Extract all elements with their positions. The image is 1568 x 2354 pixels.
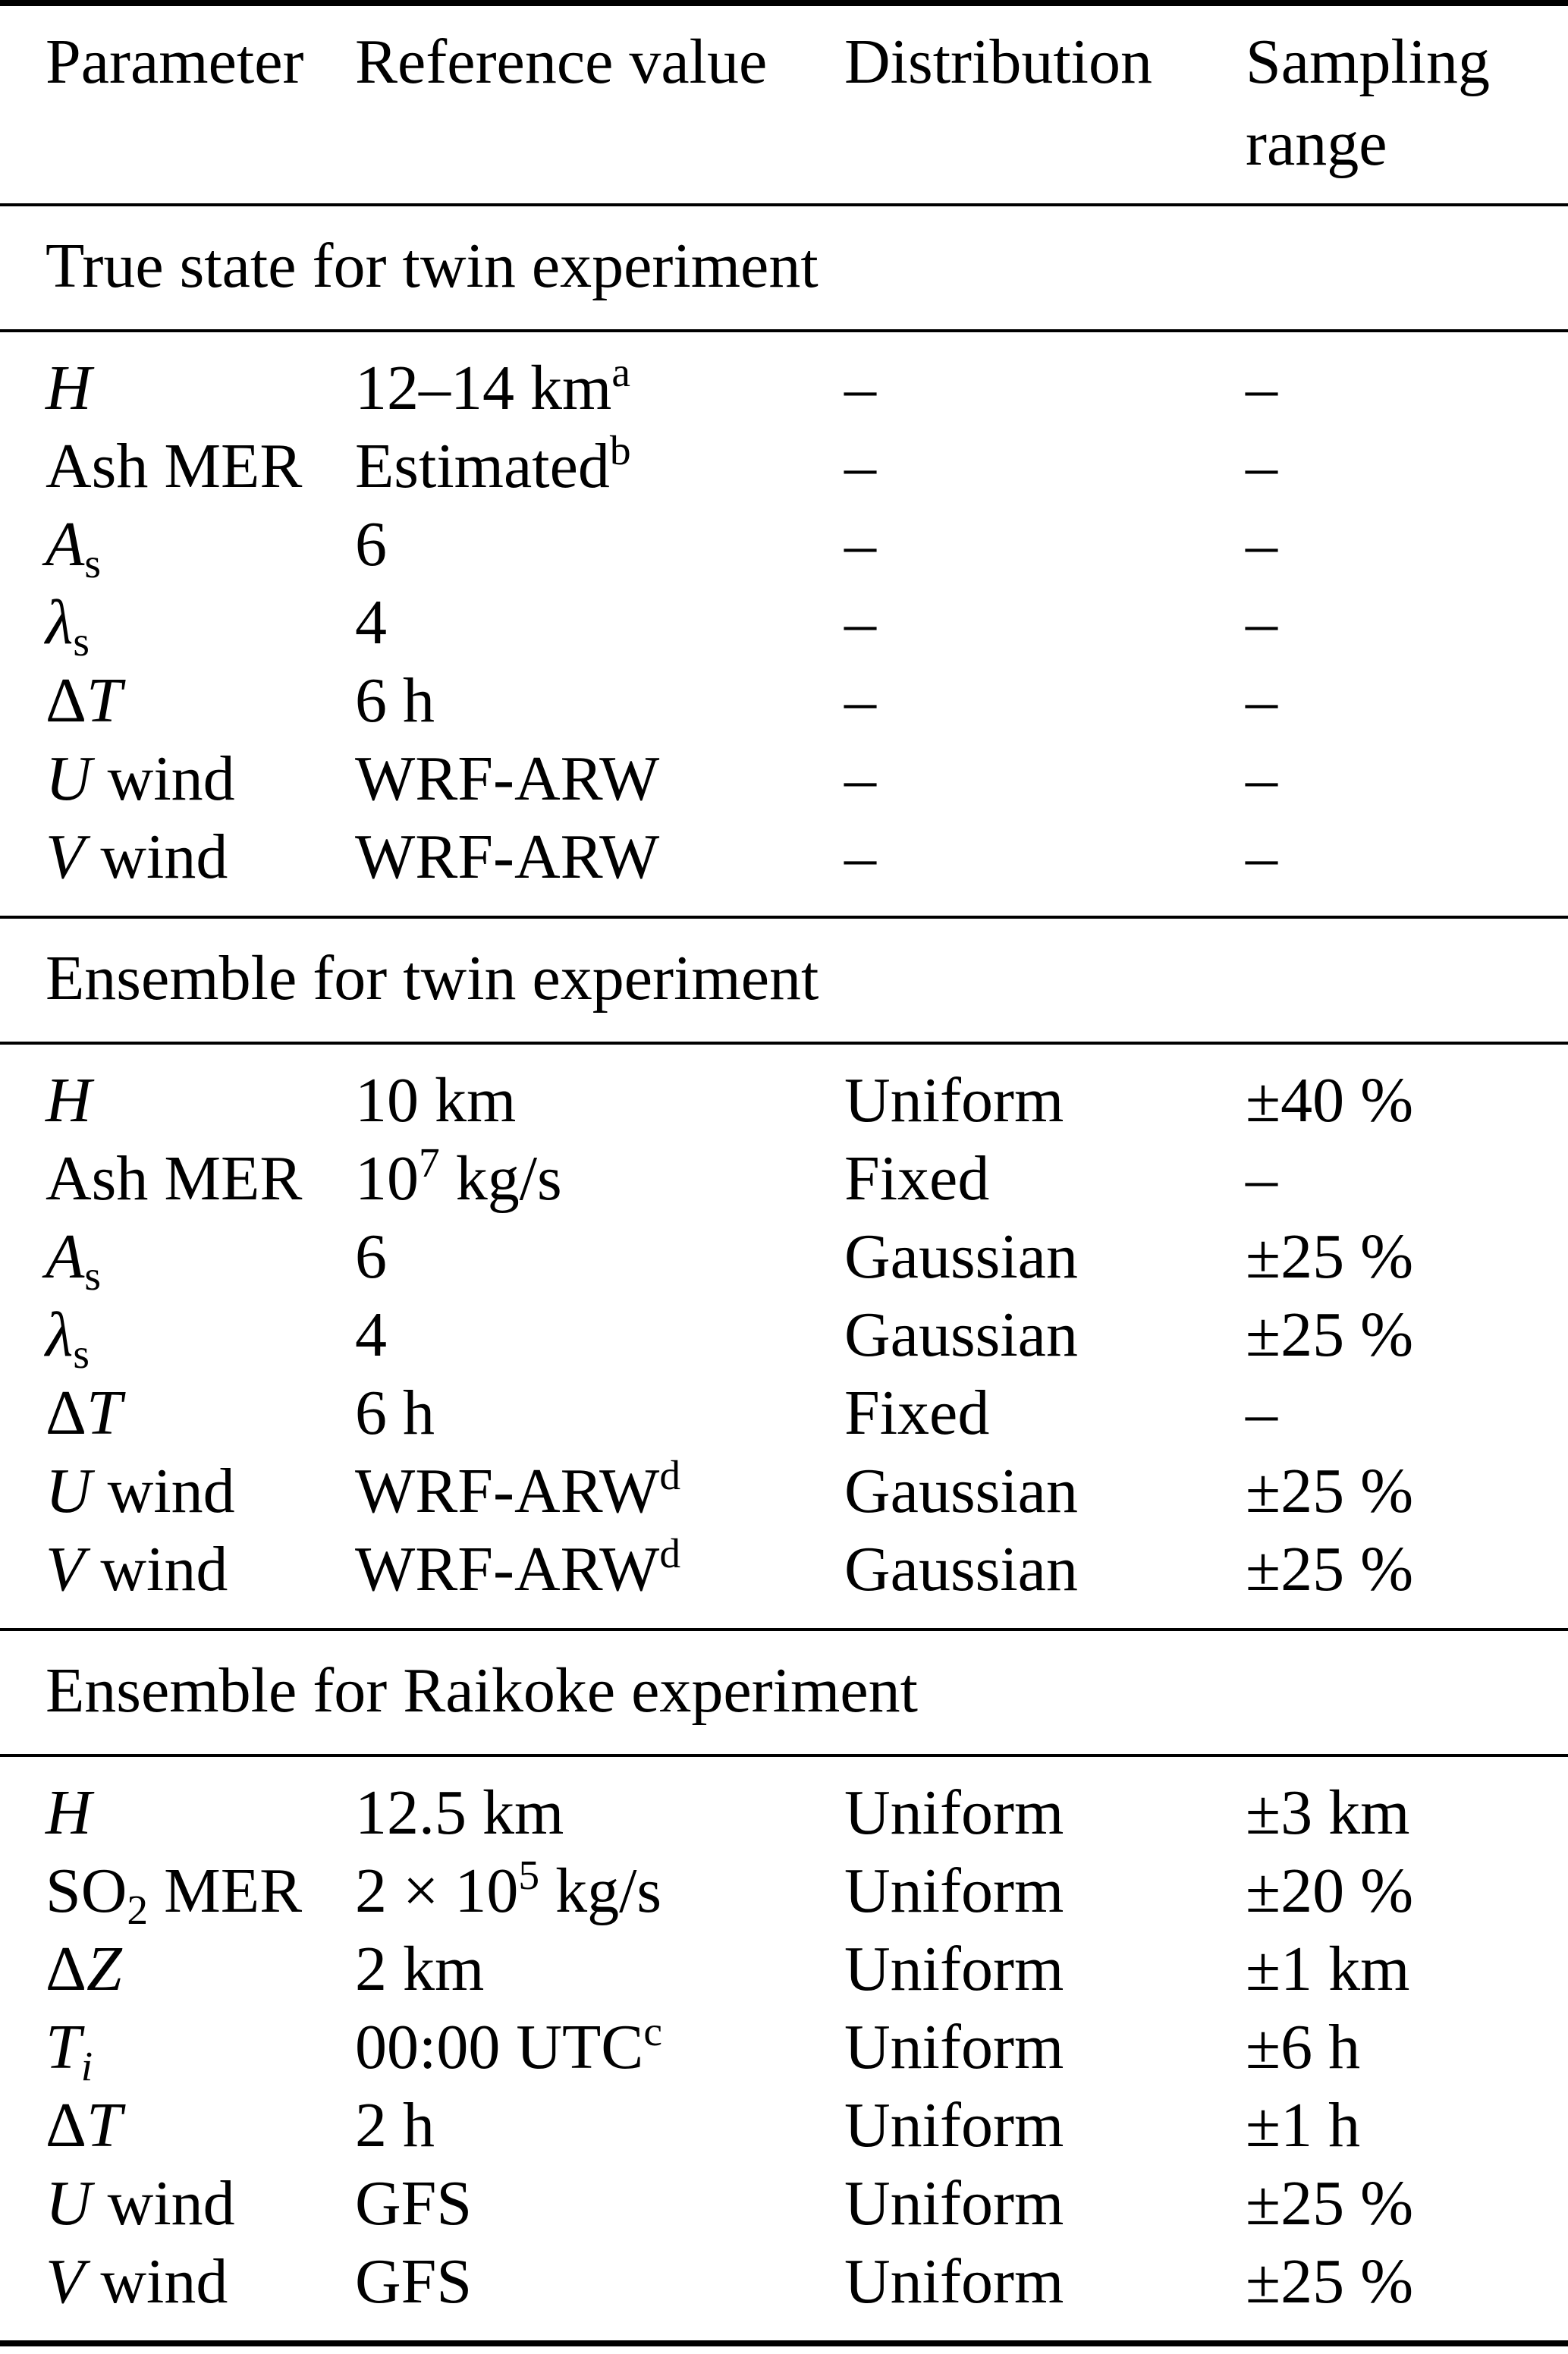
distribution-cell	[844, 1218, 1246, 1296]
table-row	[0, 2008, 1568, 2086]
sampling-cell	[1246, 1218, 1568, 1296]
cell-text-segment: ±25 %	[1246, 1300, 1414, 1370]
sampling-cell	[1246, 583, 1568, 662]
distribution-cell	[844, 1530, 1246, 1630]
parameter-cell	[0, 1852, 355, 1933]
cell-text-segment: d	[659, 1451, 681, 1498]
section-title: Ensemble for Raikoke experiment	[0, 1630, 1568, 1755]
parameter-cell	[0, 2008, 355, 2089]
distribution-cell	[844, 1930, 1246, 2008]
parameter-cell	[0, 2164, 355, 2242]
distribution-cell	[844, 818, 1246, 917]
cell-text-segment: 6	[355, 1221, 387, 1292]
cell-text-segment: Uniform	[844, 1777, 1064, 1848]
cell-text-segment: –	[844, 587, 876, 658]
reference-cell	[355, 2242, 844, 2343]
cell-text-segment: 6	[355, 509, 387, 580]
cell-text-segment: Uniform	[844, 1856, 1064, 1926]
distribution-cell	[844, 1043, 1246, 1139]
cell-text-segment: λ	[46, 587, 74, 658]
sampling-cell	[1246, 331, 1568, 427]
cell-text-segment: –	[1246, 743, 1277, 814]
cell-text-segment: i	[80, 2042, 93, 2089]
distribution-cell	[844, 1374, 1246, 1452]
distribution-cell	[844, 2086, 1246, 2164]
parameter-cell	[0, 662, 355, 740]
reference-cell	[355, 331, 844, 427]
reference-cell	[355, 2086, 844, 2164]
cell-text-segment: Gaussian	[844, 1456, 1078, 1526]
cell-text-segment: T	[46, 2012, 81, 2082]
column-header-parameter: Parameter	[0, 3, 355, 205]
cell-text-segment: ±3 km	[1246, 1777, 1410, 1848]
table-row	[0, 427, 1568, 505]
distribution-cell	[844, 2242, 1246, 2343]
cell-text-segment: kg/s	[539, 1856, 662, 1926]
cell-text-segment: V	[46, 822, 85, 892]
table-row	[0, 2086, 1568, 2164]
sampling-cell	[1246, 662, 1568, 740]
cell-text-segment: ±25 %	[1246, 1534, 1414, 1604]
sampling-cell	[1246, 1755, 1568, 1852]
cell-text-segment: –	[844, 353, 876, 423]
cell-text-segment: ±1 h	[1246, 2090, 1361, 2161]
cell-text-segment: Uniform	[844, 2090, 1064, 2161]
cell-text-segment: WRF-ARW	[355, 822, 660, 892]
cell-text-segment: ±25 %	[1246, 1221, 1414, 1292]
cell-text-segment: Fixed	[844, 1378, 990, 1448]
cell-text-segment: Δ	[46, 665, 87, 736]
sampling-cell	[1246, 1374, 1568, 1452]
cell-text-segment: 5	[518, 1851, 540, 1898]
distribution-cell	[844, 1755, 1246, 1852]
cell-text-segment: c	[643, 2007, 662, 2054]
cell-text-segment: s	[84, 1252, 101, 1299]
cell-text-segment: kg/s	[439, 1143, 562, 1214]
cell-text-segment: 12.5 km	[355, 1777, 564, 1848]
parameter-cell	[0, 427, 355, 505]
cell-text-segment: ±25 %	[1246, 2168, 1414, 2239]
cell-text-segment: 12–14 km	[355, 353, 612, 423]
cell-text-segment: Fixed	[844, 1143, 990, 1214]
cell-text-segment: WRF-ARW	[355, 743, 660, 814]
parameter-cell	[0, 2086, 355, 2164]
cell-text-segment: –	[844, 743, 876, 814]
sampling-cell	[1246, 1139, 1568, 1218]
cell-text-segment: Ash MER	[46, 1143, 303, 1214]
reference-cell	[355, 662, 844, 740]
cell-text-segment: –	[1246, 1378, 1277, 1448]
table-row	[0, 583, 1568, 662]
table-row	[0, 1218, 1568, 1296]
reference-cell	[355, 1374, 844, 1452]
table-header-row	[0, 3, 1568, 205]
cell-text-segment: ±40 %	[1246, 1065, 1414, 1136]
table-row	[0, 740, 1568, 818]
cell-text-segment: 2	[127, 1886, 149, 1933]
cell-text-segment: –	[1246, 665, 1277, 736]
distribution-cell	[844, 331, 1246, 427]
cell-text-segment: U	[46, 1456, 92, 1526]
cell-text-segment: –	[844, 822, 876, 892]
cell-text-segment: –	[1246, 1143, 1277, 1214]
cell-text-segment: Uniform	[844, 2012, 1064, 2082]
cell-text-segment: Δ	[46, 1934, 87, 2004]
cell-text-segment: Uniform	[844, 2246, 1064, 2317]
cell-text-segment: SO	[46, 1856, 127, 1926]
column-header-sampling-range: Sampling range	[1246, 3, 1568, 205]
parameter-cell	[0, 505, 355, 586]
cell-text-segment: Uniform	[844, 1065, 1064, 1136]
cell-text-segment: Gaussian	[844, 1300, 1078, 1370]
table-row	[0, 1139, 1568, 1218]
parameter-cell	[0, 1296, 355, 1377]
cell-text-segment: –	[844, 509, 876, 580]
cell-text-segment: ±6 h	[1246, 2012, 1361, 2082]
cell-text-segment: s	[73, 618, 90, 665]
section-title: Ensemble for twin experiment	[0, 917, 1568, 1043]
sampling-cell	[1246, 818, 1568, 917]
cell-text-segment: GFS	[355, 2168, 473, 2239]
cell-text-segment: Ash MER	[46, 431, 303, 501]
sampling-cell	[1246, 740, 1568, 818]
cell-text-segment: d	[659, 1529, 681, 1576]
cell-text-segment: 2 h	[355, 2090, 435, 2161]
sampling-cell	[1246, 427, 1568, 505]
sampling-cell	[1246, 2008, 1568, 2086]
reference-cell	[355, 1755, 844, 1852]
sampling-cell	[1246, 1043, 1568, 1139]
parameter-cell	[0, 331, 355, 427]
cell-text-segment: A	[46, 509, 85, 580]
distribution-cell	[844, 662, 1246, 740]
parameter-cell	[0, 1530, 355, 1630]
cell-text-segment: 10	[355, 1143, 419, 1214]
cell-text-segment: wind	[84, 1534, 228, 1604]
reference-cell	[355, 1852, 844, 1930]
parameter-cell	[0, 2242, 355, 2343]
distribution-cell	[844, 1852, 1246, 1930]
distribution-cell	[844, 427, 1246, 505]
sampling-cell	[1246, 2242, 1568, 2343]
parameter-cell	[0, 1139, 355, 1218]
table-row	[0, 1755, 1568, 1852]
sampling-cell	[1246, 1852, 1568, 1930]
cell-text-segment: H	[46, 1777, 92, 1848]
table-row	[0, 818, 1568, 917]
cell-text-segment: Z	[86, 1934, 122, 2004]
parameter-cell	[0, 1930, 355, 2008]
cell-text-segment: H	[46, 1065, 92, 1136]
table-row	[0, 2242, 1568, 2343]
cell-text-segment: wind	[91, 1456, 235, 1526]
parameter-cell	[0, 818, 355, 917]
cell-text-segment: Estimated	[355, 431, 610, 501]
cell-text-segment: Gaussian	[844, 1221, 1078, 1292]
reference-cell	[355, 740, 844, 818]
sampling-cell	[1246, 1452, 1568, 1530]
cell-text-segment: 6 h	[355, 1378, 435, 1448]
cell-text-segment: –	[1246, 822, 1277, 892]
cell-text-segment: T	[86, 2090, 122, 2161]
distribution-cell	[844, 583, 1246, 662]
distribution-cell	[844, 2008, 1246, 2086]
cell-text-segment: T	[86, 1378, 122, 1448]
cell-text-segment: MER	[148, 1856, 303, 1926]
distribution-cell	[844, 1139, 1246, 1218]
cell-text-segment: GFS	[355, 2246, 473, 2317]
section-title: True state for twin experiment	[0, 205, 1568, 331]
section-title-row	[0, 1630, 1568, 1755]
cell-text-segment: 10 km	[355, 1065, 517, 1136]
cell-text-segment: s	[73, 1330, 90, 1377]
sampling-cell	[1246, 1296, 1568, 1374]
reference-cell	[355, 1218, 844, 1296]
reference-cell	[355, 1043, 844, 1139]
cell-text-segment: 2 km	[355, 1934, 485, 2004]
sampling-cell	[1246, 1530, 1568, 1630]
table-row	[0, 1852, 1568, 1930]
cell-text-segment: ±20 %	[1246, 1856, 1414, 1926]
table-row	[0, 1452, 1568, 1530]
cell-text-segment: A	[46, 1221, 85, 1292]
reference-cell	[355, 1452, 844, 1530]
cell-text-segment: wind	[91, 2168, 235, 2239]
table-row	[0, 1296, 1568, 1374]
cell-text-segment: 4	[355, 1300, 387, 1370]
cell-text-segment: –	[1246, 509, 1277, 580]
cell-text-segment: Uniform	[844, 2168, 1064, 2239]
cell-text-segment: wind	[91, 743, 235, 814]
cell-text-segment: V	[46, 2246, 85, 2317]
cell-text-segment: Δ	[46, 1378, 87, 1448]
reference-cell	[355, 818, 844, 917]
reference-cell	[355, 427, 844, 505]
cell-text-segment: Gaussian	[844, 1534, 1078, 1604]
column-header-reference-value: Reference value	[355, 3, 844, 205]
cell-text-segment: 00:00 UTC	[355, 2012, 644, 2082]
sampling-cell	[1246, 1930, 1568, 2008]
parameter-cell	[0, 1218, 355, 1299]
cell-text-segment: 2 × 10	[355, 1856, 519, 1926]
cell-text-segment: s	[84, 539, 101, 586]
table-row	[0, 1930, 1568, 2008]
cell-text-segment: V	[46, 1534, 85, 1604]
reference-cell	[355, 583, 844, 662]
cell-text-segment: wind	[84, 822, 228, 892]
cell-text-segment: ±25 %	[1246, 2246, 1414, 2317]
parameter-cell	[0, 1374, 355, 1452]
distribution-cell	[844, 1452, 1246, 1530]
distribution-cell	[844, 740, 1246, 818]
table-row	[0, 331, 1568, 427]
cell-text-segment: WRF-ARW	[355, 1456, 660, 1526]
sampling-cell	[1246, 505, 1568, 583]
cell-text-segment: λ	[46, 1300, 74, 1370]
cell-text-segment: –	[1246, 431, 1277, 501]
sampling-cell	[1246, 2164, 1568, 2242]
table-row	[0, 1530, 1568, 1630]
table-row	[0, 505, 1568, 583]
reference-cell	[355, 505, 844, 583]
table-row	[0, 1043, 1568, 1139]
column-header-distribution: Distribution	[844, 3, 1246, 205]
distribution-cell	[844, 1296, 1246, 1374]
reference-cell	[355, 1530, 844, 1630]
cell-text-segment: U	[46, 2168, 92, 2239]
cell-text-segment: T	[86, 665, 122, 736]
reference-cell	[355, 1139, 844, 1218]
cell-text-segment: b	[609, 426, 631, 473]
cell-text-segment: –	[1246, 353, 1277, 423]
table-row	[0, 1374, 1568, 1452]
cell-text-segment: Δ	[46, 2090, 87, 2161]
parameter-cell	[0, 1452, 355, 1530]
reference-cell	[355, 1930, 844, 2008]
cell-text-segment: WRF-ARW	[355, 1534, 660, 1604]
table-body	[0, 205, 1568, 2343]
distribution-cell	[844, 2164, 1246, 2242]
table-header	[0, 3, 1568, 205]
reference-cell	[355, 1296, 844, 1374]
parameter-cell	[0, 583, 355, 665]
section-title-row	[0, 205, 1568, 331]
cell-text-segment: 4	[355, 587, 387, 658]
parameter-cell	[0, 740, 355, 818]
cell-text-segment: U	[46, 743, 92, 814]
cell-text-segment: 7	[419, 1139, 440, 1186]
cell-text-segment: ±1 km	[1246, 1934, 1410, 2004]
cell-text-segment: ±25 %	[1246, 1456, 1414, 1526]
reference-cell	[355, 2164, 844, 2242]
sampling-cell	[1246, 2086, 1568, 2164]
cell-text-segment: Uniform	[844, 1934, 1064, 2004]
section-title-row	[0, 917, 1568, 1043]
cell-text-segment: H	[46, 353, 92, 423]
cell-text-segment: –	[844, 665, 876, 736]
cell-text-segment: –	[1246, 587, 1277, 658]
cell-text-segment: –	[844, 431, 876, 501]
table-row	[0, 2164, 1568, 2242]
cell-text-segment: wind	[84, 2246, 228, 2317]
parameter-cell	[0, 1043, 355, 1139]
distribution-cell	[844, 505, 1246, 583]
parameter-cell	[0, 1755, 355, 1852]
cell-text-segment: a	[611, 348, 630, 395]
table-row	[0, 662, 1568, 740]
reference-cell	[355, 2008, 844, 2086]
cell-text-segment: 6 h	[355, 665, 435, 736]
